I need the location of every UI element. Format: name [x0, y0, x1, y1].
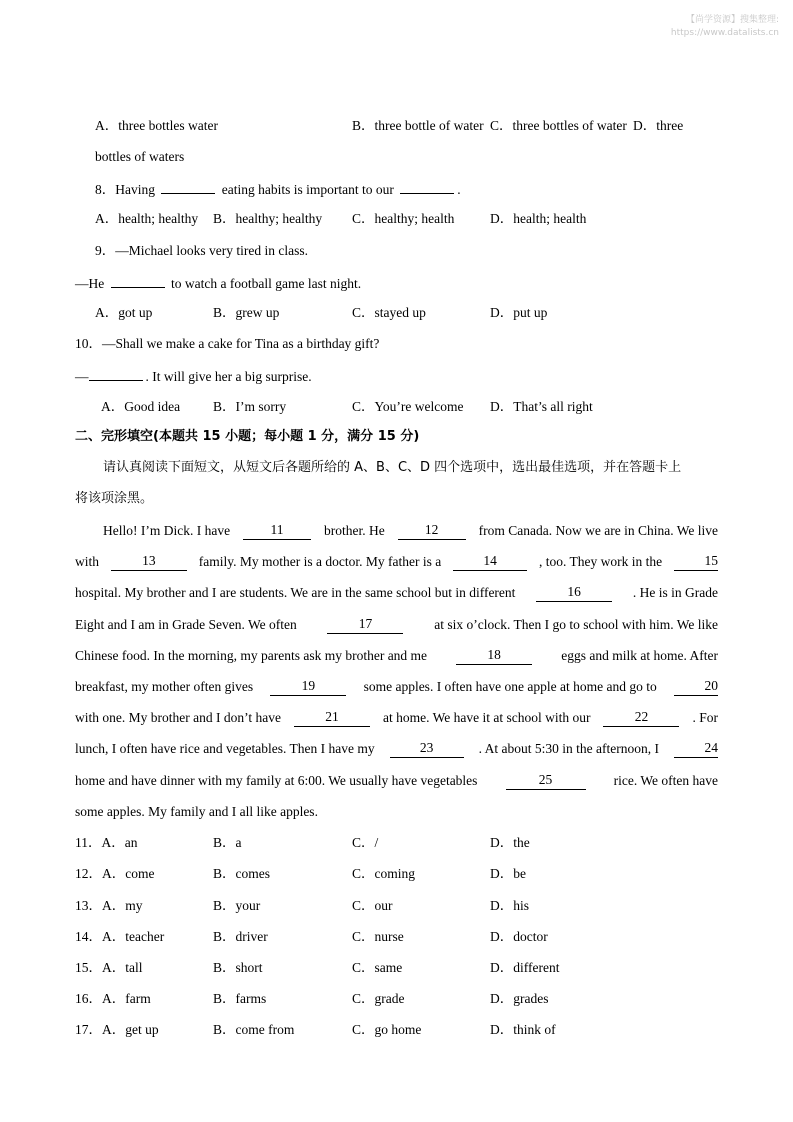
q7-option-c: C．three bottles of water — [490, 118, 627, 133]
q9-line2-end: to watch a football game last night. — [171, 276, 362, 291]
passage-text: lunch, I often have rice and vegetables. Then I have my — [75, 741, 375, 756]
section-instruction: 请认真阅读下面短文，从短文后各题所给的 A、B、C、D 四个选项中，选出最佳选项，并在答题卡上 — [103, 460, 682, 475]
q10-line2 — [75, 366, 718, 386]
q8-stem — [95, 179, 738, 199]
answer-blank — [111, 273, 165, 288]
blank-number: 17 — [327, 616, 403, 634]
passage-text: family. My mother is a doctor. My father is a — [198, 554, 442, 569]
passage-text: . At about 5:30 in the afternoon, I — [478, 741, 659, 756]
q10-line2-start: — — [75, 369, 89, 384]
q9-option-a: A．got up — [95, 305, 153, 320]
blank-number: 21 — [294, 709, 370, 727]
passage-text: from Canada. Now we are in China. We live — [478, 523, 718, 538]
option-d: D．doctor — [490, 929, 548, 944]
q9-line2-start: —He — [75, 276, 105, 291]
answer-blank — [89, 366, 143, 381]
q7-continuation: bottles of waters — [95, 149, 185, 164]
blank-number: 18 — [456, 647, 532, 665]
passage-text: eggs and milk at home. After — [561, 648, 718, 663]
option-c: C．go home — [352, 1022, 422, 1037]
option-d: D．his — [490, 898, 530, 913]
passage-text: breakfast, my mother often gives — [75, 679, 254, 694]
option-c: C．nurse — [352, 929, 404, 944]
passage-text: , too. They work in the — [538, 554, 663, 569]
option-d: D．the — [490, 835, 530, 850]
passage-line: some apples. My family and I all like apples. — [75, 804, 318, 819]
blank-number: 11 — [243, 522, 311, 540]
section-title: 二、完形填空(本题共 15 小题；每小题 1 分，满分 15 分) — [75, 429, 420, 444]
q10-line2-end: . It will give her a big surprise. — [145, 369, 312, 384]
option-b: B．driver — [213, 929, 268, 944]
option-b: B．comes — [213, 866, 270, 881]
option-a: 14．A．teacher — [75, 929, 165, 944]
q10-line1: 10．—Shall we make a cake for Tina as a birthday gift? — [75, 336, 380, 351]
option-c: C．coming — [352, 866, 415, 881]
blank-number: 25 — [506, 772, 586, 790]
passage-line — [75, 740, 718, 758]
option-c: C．same — [352, 960, 403, 975]
answer-blank — [161, 179, 215, 194]
q7-option-b: B．three bottle of water — [352, 118, 484, 133]
answer-blank — [400, 179, 454, 194]
passage-line — [75, 678, 718, 696]
q9-line1: 9．—Michael looks very tired in class. — [95, 243, 308, 258]
option-b: B．come from — [213, 1022, 295, 1037]
option-a: 12．A．come — [75, 866, 155, 881]
option-b: B．short — [213, 960, 263, 975]
q8-option-c: C．healthy; health — [352, 211, 455, 226]
option-a: 13．A．my — [75, 898, 143, 913]
passage-text: . He is in Grade — [632, 585, 718, 600]
option-a: 11．A．an — [75, 835, 138, 850]
q7-option-d: D．three — [633, 118, 684, 133]
passage-text: at six o’clock. Then I go to school with him. We like — [434, 617, 718, 632]
q8-option-a: A．health; healthy — [95, 211, 199, 226]
blank-number: 14 — [453, 553, 527, 571]
passage-text: Eight and I am in Grade Seven. We often — [75, 617, 297, 632]
option-b: B．a — [213, 835, 242, 850]
passage-text: at home. We have it at school with our — [382, 710, 591, 725]
option-d: D．grades — [490, 991, 549, 1006]
watermark-line1: 【尚学资源】搜集整理: — [685, 15, 779, 25]
option-d: D．different — [490, 960, 560, 975]
passage-line — [75, 647, 718, 665]
section-instruction-cont: 将该项涂黑。 — [75, 491, 154, 506]
q9-option-c: C．stayed up — [352, 305, 426, 320]
blank-number: 13 — [111, 553, 187, 571]
passage-text: Hello! I’m Dick. I have — [103, 523, 231, 538]
blank-number: 12 — [398, 522, 466, 540]
q9-option-d: D．put up — [490, 305, 548, 320]
option-b: B．farms — [213, 991, 267, 1006]
option-b: B．your — [213, 898, 261, 913]
blank-number: 22 — [603, 709, 679, 727]
q9-line2 — [75, 273, 718, 293]
option-d: D．be — [490, 866, 526, 881]
q10-option-c: C．You’re welcome — [352, 399, 464, 414]
passage-text: with one. My brother and I don’t have — [75, 710, 281, 725]
blank-number: 19 — [270, 678, 346, 696]
q7-option-a: A．three bottles water — [95, 118, 218, 133]
q8-stem-mid: eating habits is important to our — [221, 182, 394, 197]
option-c: C．/ — [352, 835, 379, 850]
passage-line — [103, 522, 718, 540]
blank-number: 15 — [674, 553, 718, 571]
blank-number: 23 — [390, 740, 464, 758]
q10-option-b: B．I’m sorry — [213, 399, 287, 414]
passage-text: brother. He — [323, 523, 385, 538]
option-c: C．our — [352, 898, 393, 913]
passage-text: rice. We often have — [613, 773, 718, 788]
option-a: 17．A．get up — [75, 1022, 159, 1037]
passage-text: home and have dinner with my family at 6:00. We usually have vegetables — [75, 773, 478, 788]
q8-option-b: B．healthy; healthy — [213, 211, 323, 226]
watermark — [671, 14, 779, 40]
passage-line — [75, 553, 718, 571]
passage-line — [75, 584, 718, 602]
passage-line — [75, 772, 718, 790]
passage-text: with — [75, 554, 100, 569]
option-a: 16．A．farm — [75, 991, 151, 1006]
q10-option-d: D．That’s all right — [490, 399, 593, 414]
blank-number: 24 — [674, 740, 718, 758]
q8-stem-start: 8．Having — [95, 182, 155, 197]
blank-number: 16 — [536, 584, 612, 602]
passage-text: . For — [692, 710, 718, 725]
passage-text: hospital. My brother and I are students. We are in the same school but in different — [75, 585, 516, 600]
q8-option-d: D．health; health — [490, 211, 587, 226]
option-a: 15．A．tall — [75, 960, 143, 975]
blank-number: 20 — [674, 678, 718, 696]
watermark-line2: https://www.datalists.cn — [670, 28, 779, 38]
passage-text: Chinese food. In the morning, my parents ask my brother and me — [75, 648, 428, 663]
option-c: C．grade — [352, 991, 405, 1006]
passage-line — [75, 616, 718, 634]
passage-line — [75, 709, 718, 727]
q10-option-a: A．Good idea — [101, 399, 181, 414]
option-d: D．think of — [490, 1022, 556, 1037]
q8-stem-end: . — [457, 182, 461, 197]
q9-option-b: B．grew up — [213, 305, 280, 320]
passage-text: some apples. I often have one apple at home and go to — [363, 679, 657, 694]
